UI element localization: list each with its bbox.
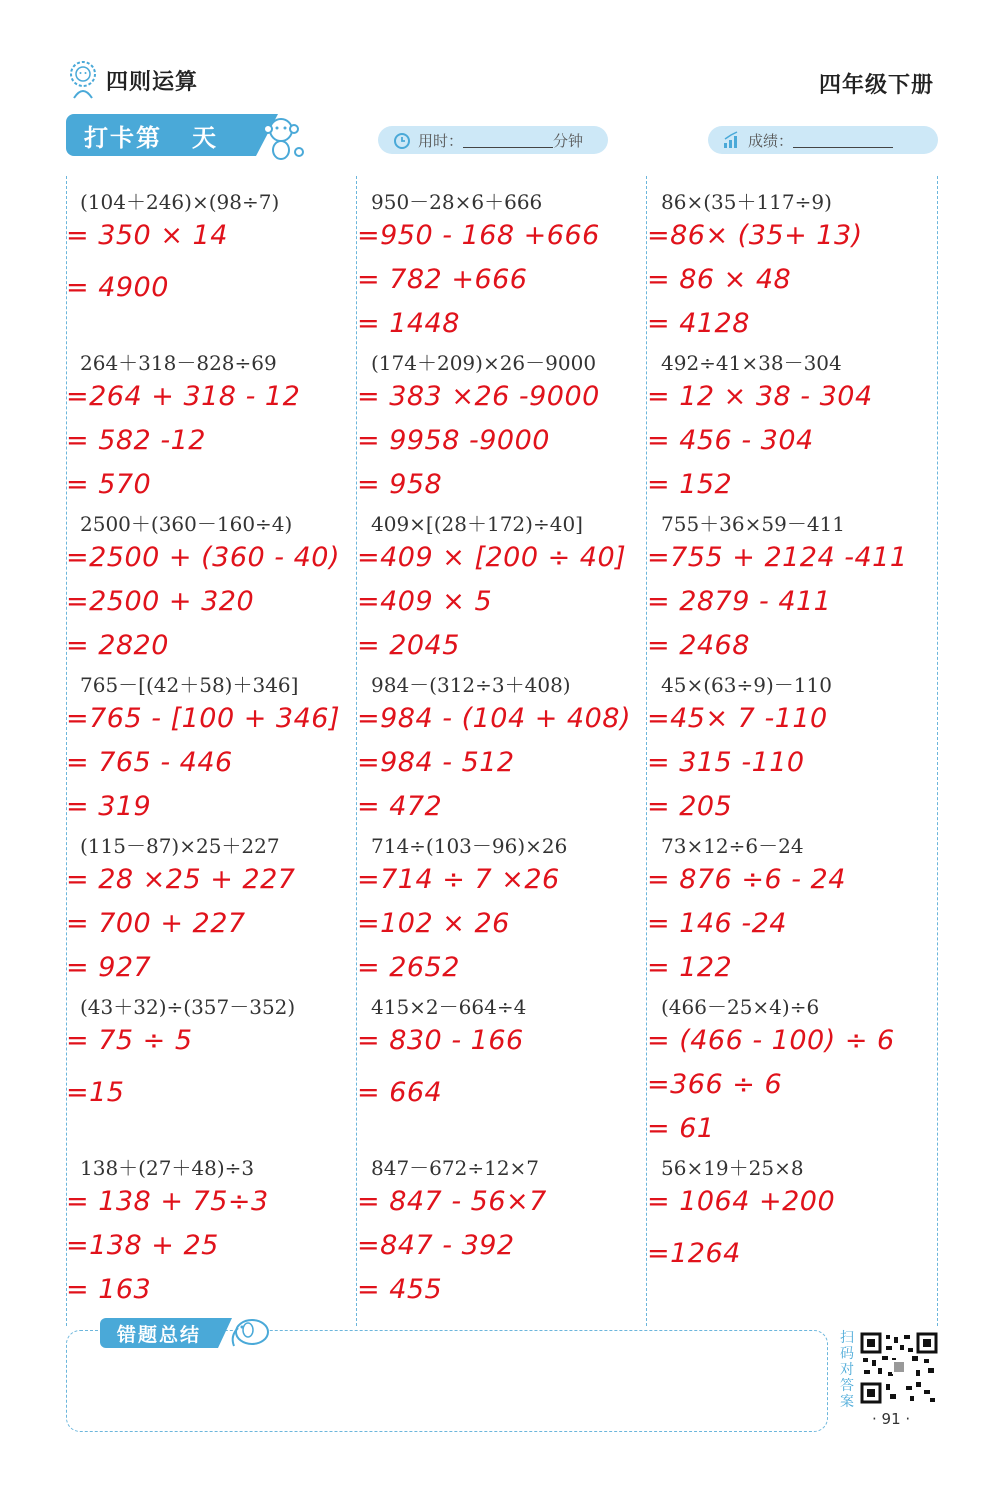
handwritten-step: = 383 ×26 -9000 (357, 381, 600, 412)
problem-text: 950－28×6＋666 (371, 190, 543, 214)
handwritten-step: = 2045 (357, 630, 460, 661)
handwritten-step: = 927 (66, 952, 152, 983)
handwritten-step: =2500 + 320 (66, 586, 255, 617)
handwritten-step: =138 + 25 (66, 1230, 219, 1261)
handwritten-step: = 2879 - 411 (647, 586, 832, 617)
problem-cell (357, 1146, 642, 1306)
score-field (708, 126, 938, 154)
problem-cell (66, 1146, 351, 1306)
handwritten-step: =765 - [100 + 346] (66, 703, 340, 734)
problem-cell (66, 180, 351, 340)
book-title: 四则运算 (106, 69, 199, 95)
handwritten-step: = 319 (66, 791, 152, 822)
time-blank[interactable] (463, 133, 553, 148)
problem-text: 2500＋(360－160÷4) (80, 512, 293, 536)
problem-cell (357, 824, 642, 984)
problem-cell (66, 985, 351, 1145)
problem-cell (66, 341, 351, 501)
handwritten-step: = 163 (66, 1274, 152, 1305)
handwritten-step: = 570 (66, 469, 152, 500)
handwritten-step: = 146 -24 (647, 908, 787, 939)
handwritten-step: = 847 - 56×7 (357, 1186, 547, 1217)
problem-cell (647, 180, 932, 340)
handwritten-step: = 2468 (647, 630, 750, 661)
checkin-label: 打卡第 (84, 123, 162, 152)
problem-text: 415×2－664÷4 (371, 995, 527, 1019)
handwritten-step: =755 + 2124 -411 (647, 542, 908, 573)
handwritten-step: = 472 (357, 791, 443, 822)
problem-text: 264＋318－828÷69 (80, 351, 277, 375)
problem-text: 56×19＋25×8 (661, 1156, 804, 1180)
handwritten-step: = 4900 (66, 272, 169, 303)
handwritten-step: = 2820 (66, 630, 169, 661)
lion-icon (66, 60, 100, 100)
checkin-banner (66, 114, 256, 156)
problem-cell (357, 663, 642, 823)
problem-text: 755＋36×59－411 (661, 512, 846, 536)
handwritten-step: = 86 × 48 (647, 264, 792, 295)
problem-cell (357, 985, 642, 1145)
problem-cell (647, 1146, 932, 1306)
problem-text: 984－(312÷3＋408) (371, 673, 571, 697)
mistake-summary-label: 错题总结 (100, 1318, 218, 1348)
problem-text: 138＋(27＋48)÷3 (80, 1156, 255, 1180)
handwritten-step: =86× (35+ 13) (647, 220, 863, 251)
handwritten-step: =1264 (647, 1238, 741, 1269)
problem-cell (357, 341, 642, 501)
handwritten-step: = 664 (357, 1077, 443, 1108)
handwritten-step: =984 - (104 + 408) (357, 703, 631, 734)
checkin-day: 天 (192, 123, 218, 152)
handwritten-step: = 958 (357, 469, 443, 500)
handwritten-step: =950 - 168 +666 (357, 220, 600, 251)
handwritten-step: = 28 ×25 + 227 (66, 864, 296, 895)
handwritten-step: =102 × 26 (357, 908, 510, 939)
handwritten-step: = (466 - 100) ÷ 6 (647, 1025, 895, 1056)
handwritten-step: = 1448 (357, 308, 460, 339)
time-label: 用时： (418, 131, 464, 150)
problem-cell (66, 663, 351, 823)
handwritten-step: = 138 + 75÷3 (66, 1186, 269, 1217)
handwritten-step: = 9958 -9000 (357, 425, 550, 456)
handwritten-step: =847 - 392 (357, 1230, 515, 1261)
handwritten-step: = 12 × 38 - 304 (647, 381, 873, 412)
problem-cell (357, 180, 642, 340)
problem-text: 45×(63÷9)－110 (661, 673, 832, 697)
problem-text: (43＋32)÷(357－352) (80, 995, 296, 1019)
problem-cell (647, 985, 932, 1145)
page-header (66, 60, 198, 100)
problem-cell (647, 341, 932, 501)
problem-text: (115－87)×25＋227 (80, 834, 280, 858)
handwritten-step: =409 × [200 ÷ 40] (357, 542, 627, 573)
page-number: · 91 · (872, 1410, 911, 1428)
handwritten-step: = 152 (647, 469, 733, 500)
problem-text: 492÷41×38－304 (661, 351, 842, 375)
handwritten-step: = 4128 (647, 308, 750, 339)
problem-text: 847－672÷12×7 (371, 1156, 540, 1180)
handwritten-step: =2500 + (360 - 40) (66, 542, 340, 573)
handwritten-step: = 61 (647, 1113, 715, 1144)
handwritten-step: = 205 (647, 791, 733, 822)
score-blank[interactable] (793, 133, 893, 148)
time-field (378, 126, 608, 154)
handwritten-step: = 350 × 14 (66, 220, 228, 251)
problem-text: (466－25×4)÷6 (661, 995, 820, 1019)
handwritten-step: = 765 - 446 (66, 747, 233, 778)
problem-cell (647, 502, 932, 662)
qr-code-icon[interactable] (860, 1332, 938, 1404)
time-unit: 分钟 (553, 131, 584, 150)
handwritten-step: = 782 +666 (357, 264, 528, 295)
handwritten-step: = 456 - 304 (647, 425, 814, 456)
handwritten-step: = 876 ÷6 - 24 (647, 864, 846, 895)
handwritten-step: = 75 ÷ 5 (66, 1025, 193, 1056)
problem-cell (66, 502, 351, 662)
problem-text: 86×(35＋117÷9) (661, 190, 832, 214)
handwritten-step: = 455 (357, 1274, 443, 1305)
chart-icon (722, 130, 742, 150)
score-label: 成绩： (748, 131, 794, 150)
handwritten-step: =45× 7 -110 (647, 703, 828, 734)
handwritten-step: = 830 - 166 (357, 1025, 524, 1056)
handwritten-step: = 2652 (357, 952, 460, 983)
grade-label: 四年级下册 (818, 73, 934, 98)
handwritten-step: =409 × 5 (357, 586, 493, 617)
problem-text: (104＋246)×(98÷7) (80, 190, 280, 214)
handwritten-step: = 122 (647, 952, 733, 983)
problem-text: 409×[(28＋172)÷40] (371, 512, 583, 536)
problem-cell (357, 502, 642, 662)
handwritten-step: =366 ÷ 6 (647, 1069, 783, 1100)
elephant-icon (226, 1310, 274, 1350)
handwritten-step: =15 (66, 1077, 125, 1108)
handwritten-step: =984 - 512 (357, 747, 515, 778)
handwritten-step: =264 + 318 - 12 (66, 381, 301, 412)
clock-icon (392, 130, 412, 150)
handwritten-step: = 582 -12 (66, 425, 206, 456)
handwritten-step: = 700 + 227 (66, 908, 246, 939)
problem-cell (66, 824, 351, 984)
problem-text: 73×12÷6－24 (661, 834, 804, 858)
problem-text: 714÷(103－96)×26 (371, 834, 568, 858)
qr-label: 扫码对答案 (840, 1330, 854, 1410)
handwritten-step: = 1064 +200 (647, 1186, 836, 1217)
column-divider (937, 176, 938, 1326)
problem-text: (174＋209)×26－9000 (371, 351, 597, 375)
problem-text: 765－[(42＋58)＋346] (80, 673, 299, 697)
monkey-icon (256, 112, 306, 162)
handwritten-step: =714 ÷ 7 ×26 (357, 864, 560, 895)
handwritten-step: = 315 -110 (647, 747, 805, 778)
problem-cell (647, 663, 932, 823)
problem-cell (647, 824, 932, 984)
